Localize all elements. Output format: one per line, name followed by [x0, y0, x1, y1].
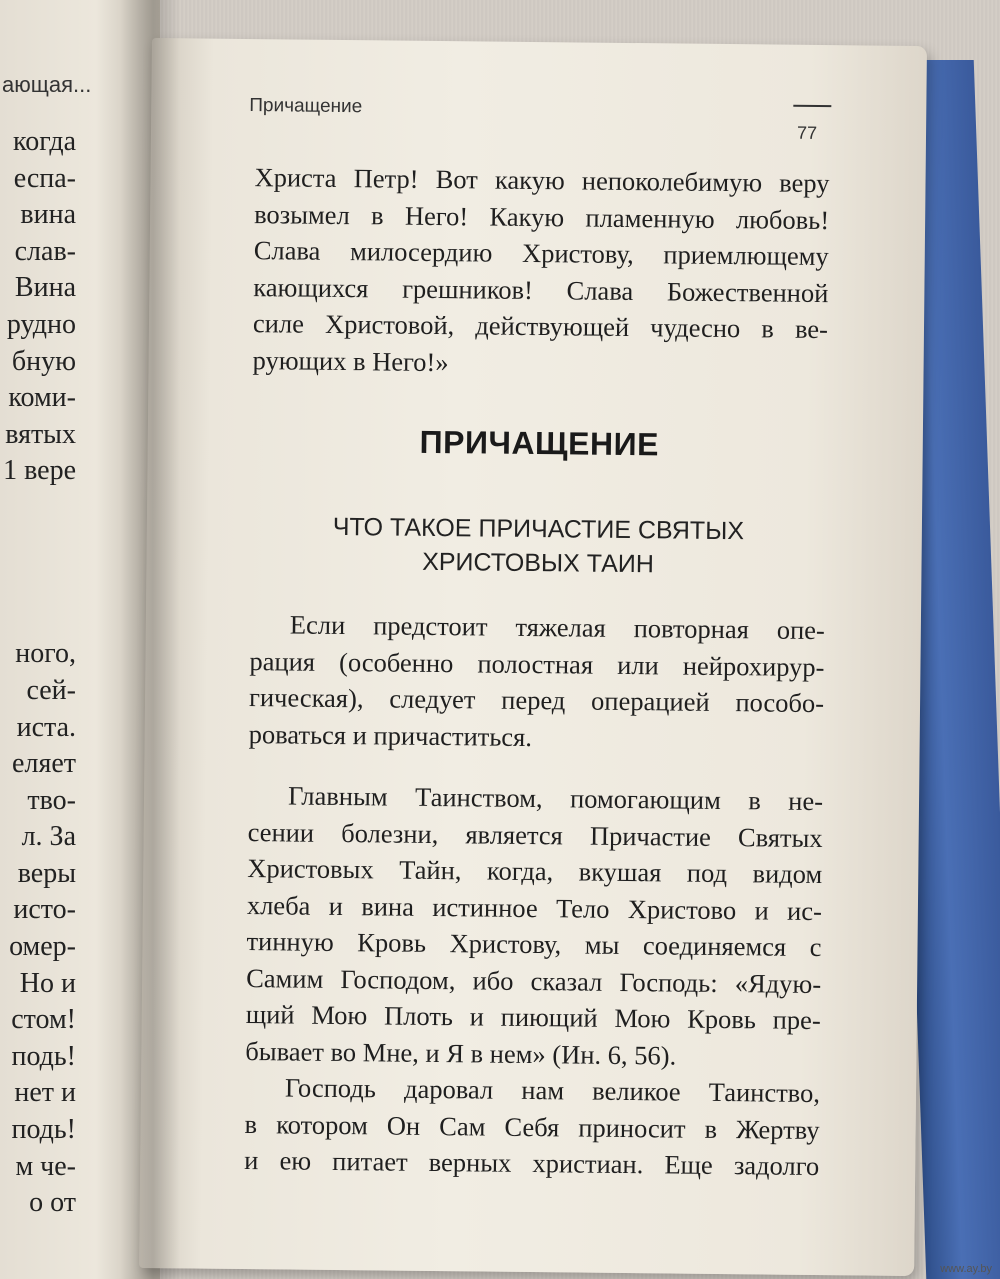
text-line: хлеба и вина истинное Тело Христово и ис-	[246, 889, 823, 926]
text-line: Главным Таинством, помогающим в не-	[287, 780, 824, 817]
text-line: иста.	[16, 711, 76, 743]
text-line: Самим Господом, ибо сказал Господь: «Ядую-	[246, 962, 822, 999]
text-line: тво-	[27, 784, 76, 816]
running-head: Причащение	[249, 95, 363, 118]
text-line: Христа Петр! Вот какую непоколебимую веру	[254, 162, 830, 199]
text-line: подь!	[11, 1114, 76, 1146]
paragraph-4	[244, 1069, 820, 1185]
text-line: л. За	[21, 821, 76, 853]
text-line: подь!	[11, 1040, 76, 1072]
right-page	[139, 38, 927, 1276]
text-line: вятых	[5, 418, 76, 450]
text-line: Господь даровал нам великое Таинство,	[284, 1072, 821, 1109]
text-line: когда	[13, 126, 76, 157]
text-line	[0, 563, 76, 600]
text-line: м че-	[15, 1150, 76, 1182]
text-line	[0, 527, 76, 564]
text-line: еспа-	[13, 162, 76, 194]
text-line: роваться и причаститься.	[248, 718, 533, 752]
subtitle-line: ЧТО ТАКОЕ ПРИЧАСТИЕ СВЯТЫХ	[332, 512, 745, 546]
text-line: нет и	[14, 1077, 76, 1109]
text-line: силе Христовой, действующей чудесно в ве-	[252, 308, 829, 345]
paragraph-1	[252, 159, 829, 384]
page-number: 77	[796, 122, 818, 143]
text-line: рудно	[6, 308, 76, 340]
section-title: ПРИЧАЩЕНИЕ	[419, 423, 660, 463]
text-line: Если предстоит тяжелая повторная опе-	[289, 609, 825, 646]
text-line: бывает во Мне, и Я в нем» (Ин. 6, 56).	[245, 1035, 677, 1071]
text-line: Но и	[19, 967, 76, 999]
subtitle-line: ХРИСТОВЫХ ТАИН	[422, 547, 655, 579]
text-line: возымел в Него! Какую пламенную любовь!	[254, 198, 830, 235]
text-line: омер-	[9, 931, 76, 963]
watermark: www.ay.by	[940, 1263, 992, 1275]
text-line: веры	[17, 857, 76, 889]
text-line: сении болезни, является Причастие Святых	[247, 816, 823, 853]
text-line: рующих в Него!»	[252, 344, 449, 377]
header-rule	[793, 105, 831, 107]
text-line: Вина	[14, 272, 76, 304]
subsection-title	[250, 509, 826, 583]
text-line: бную	[11, 345, 76, 377]
text-line: слав-	[14, 235, 76, 267]
text-line: гическая), следует перед операцией пособо-	[248, 682, 825, 719]
text-line	[0, 600, 76, 637]
text-line: сей-	[26, 674, 76, 706]
text-line: щий Мою Плоть и пиющий Мою Кровь пре-	[245, 999, 821, 1036]
text-line: ного,	[15, 638, 76, 670]
paragraph-2	[249, 606, 825, 758]
text-line: и ею питает верных христиан. Еще задолго	[244, 1145, 820, 1182]
paragraph-3	[245, 777, 823, 1075]
left-page-text	[0, 124, 76, 1222]
text-line: еляет	[12, 748, 76, 780]
text-line: рация (особенно полостная или нейрохирур-	[249, 645, 825, 682]
text-line: в котором Он Сам Себя приносит в Жертву	[244, 1108, 820, 1145]
text-line: Христовых Тайн, когда, вкушая под видом	[247, 853, 823, 890]
text-line: стом!	[11, 1004, 76, 1036]
left-running-head: ающая...	[2, 72, 92, 97]
text-line: коми-	[8, 382, 76, 414]
text-line: исто-	[13, 894, 76, 926]
text-line: Слава милосердию Христову, приемлющему	[253, 235, 829, 272]
text-line: о от	[29, 1187, 76, 1219]
text-line	[0, 490, 76, 527]
left-page	[0, 0, 160, 1279]
text-line: кающихся грешников! Слава Божественной	[253, 271, 829, 308]
text-line: тинную Кровь Христову, мы соединяемся с	[246, 926, 822, 963]
text-line: вина	[20, 199, 76, 231]
text-line: 1 вере	[3, 455, 76, 487]
